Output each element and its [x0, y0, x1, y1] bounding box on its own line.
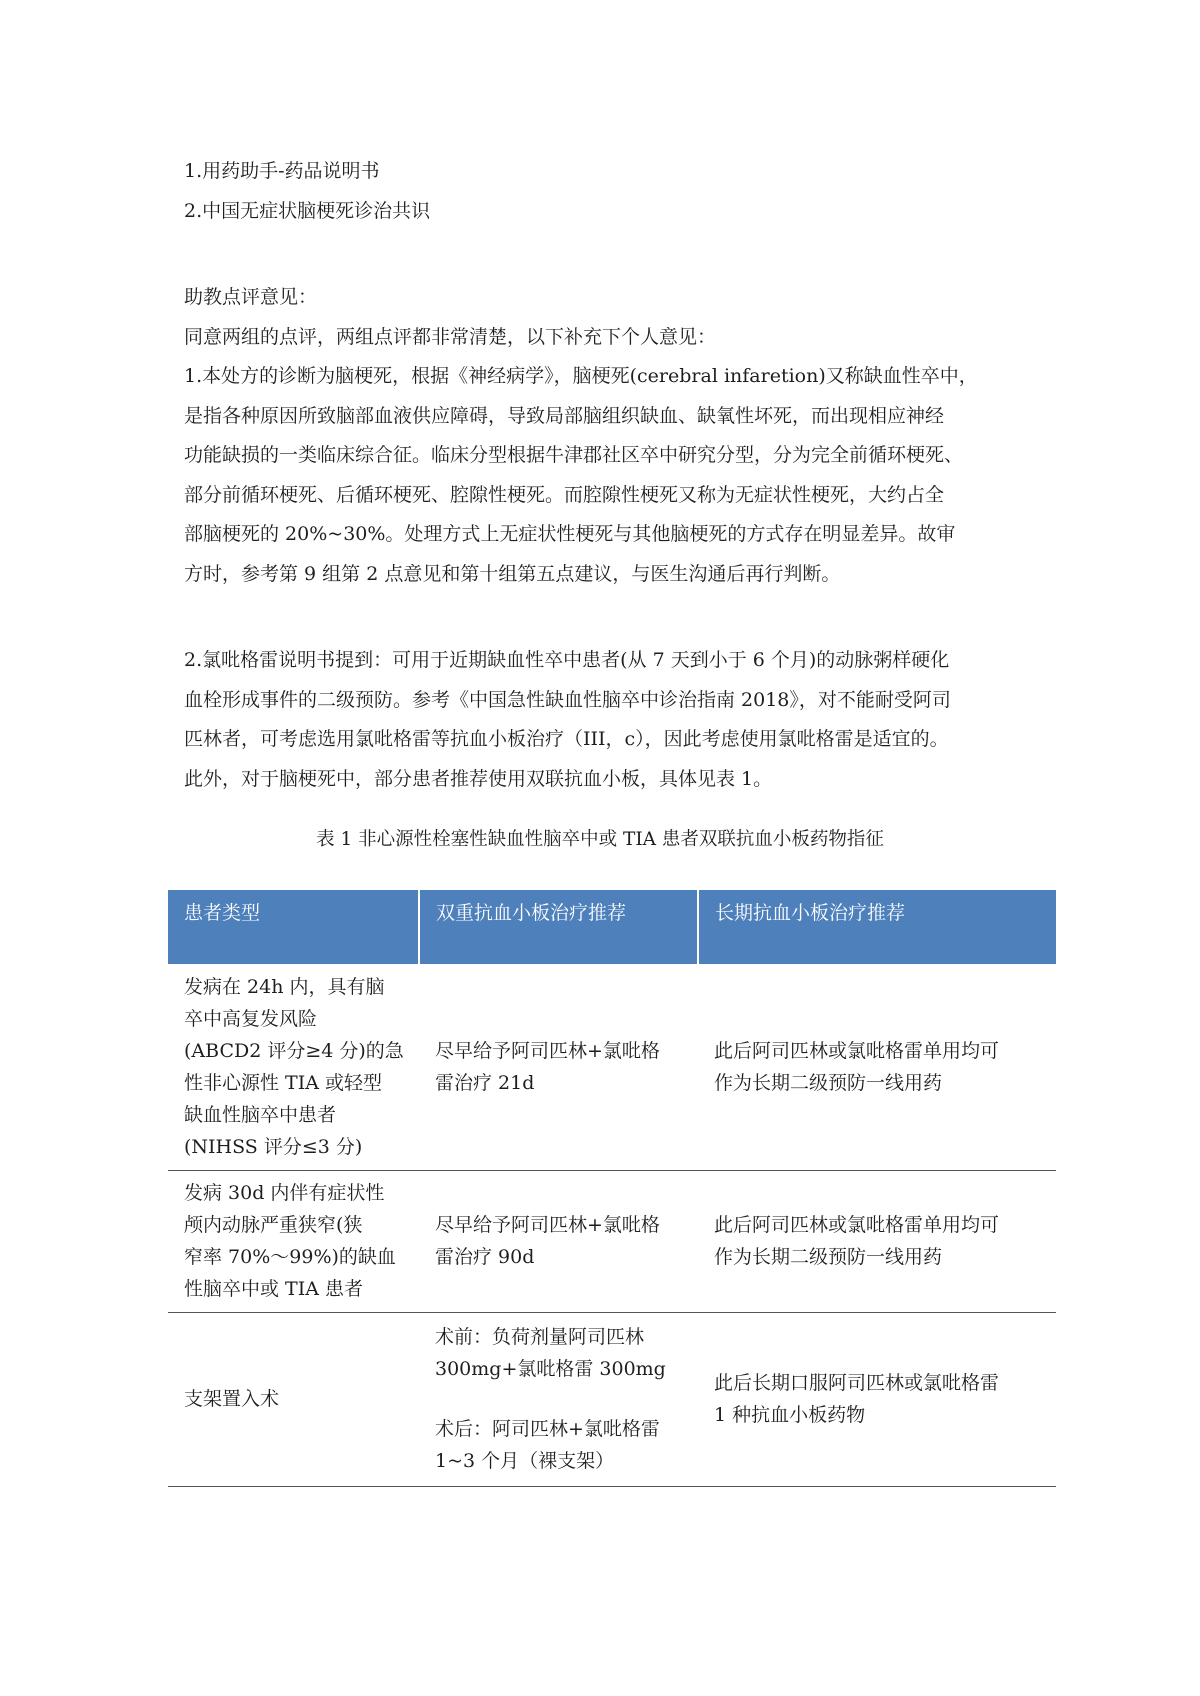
cell-line: 尽早给予阿司匹林+氯吡格 — [435, 1039, 660, 1062]
dual-therapy-cell — [419, 1170, 698, 1312]
cell-line: 此后阿司匹林或氯吡格雷单用均可 — [714, 1214, 1000, 1236]
comment-heading: 助教点评意见： — [184, 286, 318, 308]
cell-line: 支架置入术 — [184, 1388, 280, 1410]
table-row — [168, 1170, 1056, 1312]
cell-line: 缺血性脑卒中患者 — [184, 1103, 337, 1126]
table-caption: 表 1 非心源性栓塞性缺血性脑卒中或 TIA 患者双联抗血小板药物指征 — [316, 829, 884, 850]
antiplatelet-table — [168, 890, 1056, 1487]
cell-line: 作为长期二级预防一线用药 — [714, 1071, 943, 1094]
cell-spacer — [435, 1385, 690, 1413]
point1-line: 是指各种原因所致脑部血液供应障碍，导致局部脑组织缺血、缺氧性坏死，而出现相应神经 — [184, 405, 945, 427]
cell-line: (ABCD2 评分≥4 分)的急 — [184, 1039, 404, 1062]
cell-line: 颅内动脉严重狭窄(狭 — [184, 1214, 363, 1236]
patient-type-cell — [168, 1312, 419, 1486]
long-term-therapy-cell — [698, 964, 1056, 1170]
patient-type-cell — [168, 964, 419, 1170]
dual-therapy-cell — [419, 1312, 698, 1486]
table-row — [168, 964, 1056, 1170]
reference-2: 2.中国无症状脑梗死诊治共识 — [184, 200, 431, 222]
cell-line: 300mg+氯吡格雷 300mg — [435, 1358, 666, 1380]
cell-line: 1 种抗血小板药物 — [714, 1404, 866, 1426]
cell-line: 雷治疗 90d — [435, 1246, 535, 1268]
point2-line: 2.氯吡格雷说明书提到：可用于近期缺血性卒中患者(从 7 天到小于 6 个月)的动脉粥样硬化 — [184, 649, 950, 671]
cell-line: 尽早给予阿司匹林+氯吡格 — [435, 1214, 660, 1236]
cell-line: 术后：阿司匹林+氯吡格雷 — [435, 1418, 660, 1440]
cell-line: 1~3 个月（裸支架） — [435, 1450, 615, 1472]
cell-line: (NIHSS 评分≤3 分) — [184, 1135, 363, 1158]
header-patient-type: 患者类型 — [168, 890, 419, 964]
cell-line: 此后阿司匹林或氯吡格雷单用均可 — [714, 1039, 1000, 1062]
cell-line: 发病 30d 内伴有症状性 — [184, 1182, 385, 1204]
cell-line: 性脑卒中或 TIA 患者 — [184, 1278, 363, 1300]
point1-line: 方时，参考第 9 组第 2 点意见和第十组第五点建议，与医生沟通后再行判断。 — [184, 563, 841, 585]
header-long-term-antiplatelet: 长期抗血小板治疗推荐 — [698, 890, 1056, 964]
cell-line: 卒中高复发风险 — [184, 1007, 318, 1030]
point1-line: 部分前循环梗死、后循环梗死、腔隙性梗死。而腔隙性梗死又称为无症状性梗死，大约占全 — [184, 484, 945, 506]
long-term-therapy-cell — [698, 1312, 1056, 1486]
point2-line: 匹林者，可考虑选用氯吡格雷等抗血小板治疗（III，c），因此考虑使用氯吡格雷是适宜的。 — [184, 728, 949, 750]
header-dual-antiplatelet: 双重抗血小板治疗推荐 — [419, 890, 698, 964]
dual-therapy-cell — [419, 964, 698, 1170]
cell-line: 此后长期口服阿司匹林或氯吡格雷 — [714, 1372, 1000, 1394]
cell-line: 雷治疗 21d — [435, 1071, 535, 1094]
cell-line: 发病在 24h 内，具有脑 — [184, 975, 385, 998]
cell-line: 窄率 70%～99%)的缺血 — [184, 1246, 396, 1268]
point2-line: 血栓形成事件的二级预防。参考《中国急性缺血性脑卒中诊治指南 2018》，对不能耐受阿司 — [184, 689, 951, 711]
table-row — [168, 1312, 1056, 1486]
cell-line: 性非心源性 TIA 或轻型 — [184, 1071, 382, 1094]
table-header-row — [168, 890, 1056, 964]
point1-line: 1.本处方的诊断为脑梗死，根据《神经病学》，脑梗死(cerebral infaretion)又称缺血性卒中， — [184, 365, 978, 387]
cell-line: 作为长期二级预防一线用药 — [714, 1246, 943, 1268]
long-term-therapy-cell — [698, 1170, 1056, 1312]
cell-line: 术前：负荷剂量阿司匹林 — [435, 1326, 645, 1348]
reference-1: 1.用药助手-药品说明书 — [184, 160, 380, 182]
comment-intro: 同意两组的点评，两组点评都非常清楚，以下补充下个人意见： — [184, 326, 717, 348]
point1-line: 部脑梗死的 20%~30%。处理方式上无症状性梗死与其他脑梗死的方式存在明显差异。故审 — [184, 523, 956, 545]
point1-line: 功能缺损的一类临床综合征。临床分型根据牛津郡社区卒中研究分型，分为完全前循环梗死、 — [184, 444, 964, 466]
patient-type-cell — [168, 1170, 419, 1312]
point2-line: 此外，对于脑梗死中，部分患者推荐使用双联抗血小板，具体见表 1。 — [184, 768, 773, 790]
